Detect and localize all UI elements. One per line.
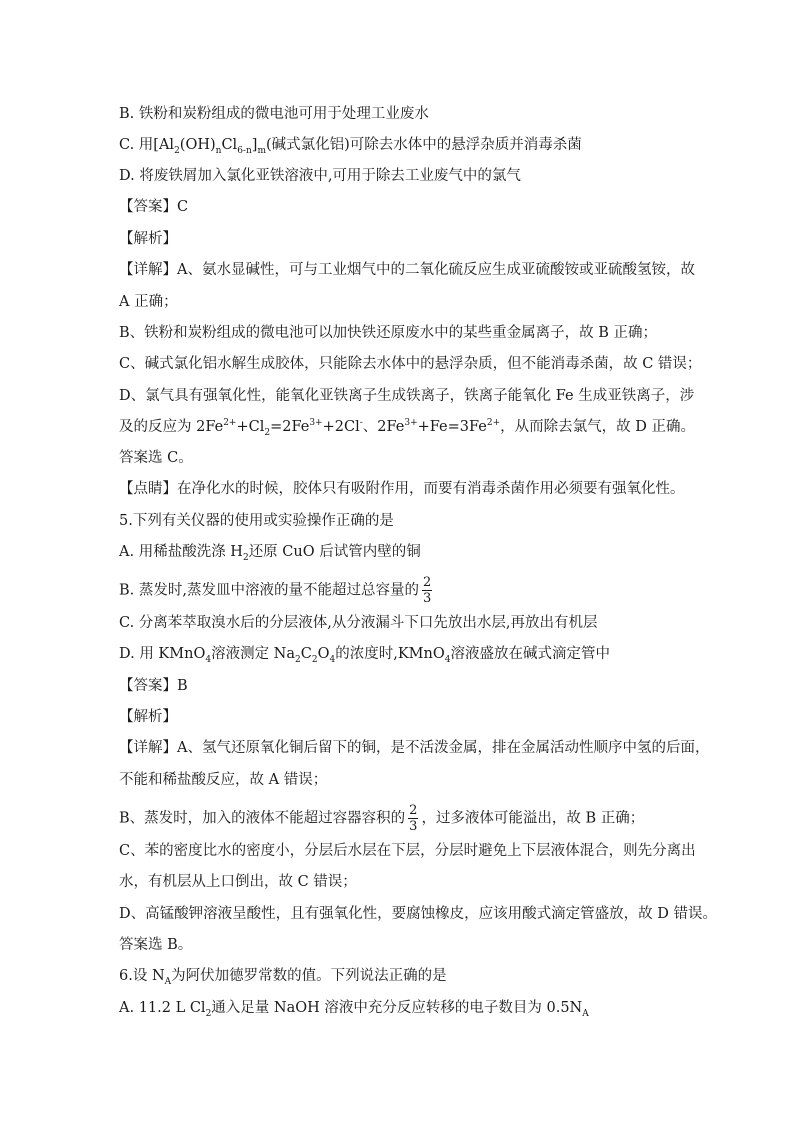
- q4-option-d: D. 将废铁屑加入氯化亚铁溶液中,可用于除去工业废气中的氯气: [119, 168, 521, 184]
- subscript: 4: [444, 654, 451, 665]
- q5-detail-line-2: 不能和稀盐酸反应，故 A 错误；: [119, 772, 328, 788]
- q5-option-c: C. 分离苯萃取溴水后的分层液体,从分液漏斗下口先放出水层,再放出有机层: [119, 615, 598, 631]
- subscript: 2: [174, 145, 180, 156]
- q5-option-a: [119, 542, 421, 562]
- text-run: ，从而除去氯气，故 D 正确。: [500, 419, 695, 435]
- q4-option-c: [119, 135, 582, 155]
- text-run: +Fe=3Fe: [417, 419, 487, 435]
- q6-stem: [119, 966, 447, 986]
- text-run: C: [300, 646, 312, 662]
- superscript: 3+: [404, 418, 418, 429]
- text-run: =2Fe: [270, 419, 310, 435]
- superscript: 3+: [309, 418, 323, 429]
- text-run: 6.设 N: [119, 968, 165, 984]
- text-run: (碱式氯化铝)可除去水体中的悬浮杂质并消毒杀菌: [265, 137, 582, 153]
- text-run: +Cl: [236, 419, 265, 435]
- subscript: 4: [329, 654, 336, 665]
- q5-answer: 【答案】B: [119, 678, 188, 694]
- text-run: ，过多液体可能溢出，故 B 正确；: [421, 810, 645, 827]
- q5-detail-line-6: D、高锰酸钾溶液呈酸性，且有强氧化性，要腐蚀橡皮，应该用酸式滴定管盛放，故 D 错误。: [119, 906, 717, 922]
- fraction-numerator: 2: [422, 575, 432, 590]
- text-run: (OH): [179, 137, 216, 153]
- text-run: 溶液测定 Na: [211, 646, 296, 662]
- q4-detail-line-2: A 正确；: [119, 294, 178, 310]
- text-run: B. 蒸发时,蒸发皿中溶液的量不能超过总容量的: [119, 582, 419, 599]
- q4-detail-line-5: D、氯气具有强氧化性，能氧化亚铁离子生成铁离子，铁离子能氧化 Fe 生成亚铁离子，涉: [119, 388, 695, 404]
- text-run: +2Cl: [322, 419, 360, 435]
- text-run: C. 用[Al: [119, 137, 175, 153]
- q4-detail-line-4: C、碱式氯化铝水解生成胶体，只能除去水体中的悬浮杂质，但不能消毒杀菌，故 C 错误；: [119, 356, 702, 372]
- text-run: 还原 CuO 后试管内壁的铜: [248, 544, 421, 560]
- text-run: A. 11.2 L Cl: [119, 1000, 206, 1016]
- q4-detail-line-6: [119, 417, 695, 437]
- fraction: [408, 803, 418, 834]
- q6-option-a: [119, 998, 589, 1018]
- text-run: 的浓度时,KMnO: [335, 646, 445, 662]
- q4-analysis-heading: 【解析】: [119, 231, 177, 247]
- text-run: D. 用 KMnO: [119, 646, 206, 662]
- q4-detail-line-3: B、铁粉和炭粉组成的微电池可以加快铁还原废水中的某些重金属离子，故 B 正确；: [119, 325, 658, 341]
- subscript: n: [215, 145, 222, 156]
- text-run: 、2Fe: [362, 419, 405, 435]
- q5-detail-line-5: 水，有机层从上口倒出，故 C 错误；: [119, 874, 357, 890]
- superscript: 2+: [486, 418, 501, 429]
- fraction-denominator: 3: [422, 591, 432, 606]
- text-run: B、蒸发时，加入的液体不能超过容器容积的: [119, 810, 406, 827]
- text-run: 通入足量 NaOH 溶液中充分反应转移的电子数目为 0.5N: [211, 1000, 583, 1016]
- subscript: A: [582, 1008, 589, 1019]
- q4-tip: 【点睛】在净化水的时候，胶体只有吸附作用，而要有消毒杀菌作用必须要有强氧化性。: [119, 481, 685, 497]
- superscript: -: [359, 418, 363, 429]
- text-run: 溶液盛放在碱式滴定管中: [450, 646, 610, 662]
- subscript: 2: [311, 654, 318, 665]
- q5-option-d: [119, 644, 610, 664]
- subscript: 6-n: [237, 145, 252, 156]
- fraction-denominator: 3: [409, 819, 418, 834]
- q5-choose: 答案选 B。: [119, 937, 193, 953]
- subscript: 4: [205, 654, 212, 665]
- text-run: Cl: [221, 137, 238, 153]
- q5-detail-line-4: C、苯的密度比水的密度小，分层后水层在下层，分层时避免上下层液体混合，则先分离出: [119, 843, 696, 859]
- fraction-numerator: 2: [409, 803, 418, 818]
- text-run: ]: [251, 137, 258, 153]
- q5-stem: 5.下列有关仪器的使用或实验操作正确的是: [119, 513, 394, 529]
- q5-detail-line-3: [119, 803, 644, 834]
- subscript: m: [257, 145, 266, 156]
- text-run: O: [317, 646, 330, 662]
- subscript: 2: [205, 1008, 212, 1019]
- subscript: 2: [295, 654, 301, 665]
- q4-option-b: B. 铁粉和炭粉组成的微电池可用于处理工业废水: [119, 106, 429, 122]
- q5-detail-line-1: 【详解】A、氢气还原氧化铜后留下的铜，是不活泼金属，排在金属活动性顺序中氢的后面，: [119, 740, 710, 756]
- text-run: A. 用稀盐酸洗涤 H: [119, 544, 243, 560]
- q4-answer: 【答案】C: [119, 199, 189, 215]
- superscript: 2+: [223, 418, 237, 429]
- q5-option-b: [119, 575, 435, 606]
- text-run: 及的反应为 2Fe: [119, 419, 224, 435]
- fraction: [422, 575, 432, 606]
- text-run: 为阿伏加德罗常数的值。下列说法正确的是: [171, 968, 447, 984]
- q4-detail-line-1: 【详解】A、氨水显碱性，可与工业烟气中的二氧化硫反应生成亚硫酸铵或亚硫酸氢铵，故: [119, 262, 695, 278]
- q5-analysis-heading: 【解析】: [119, 709, 177, 725]
- q4-choose: 答案选 C。: [119, 450, 193, 466]
- subscript: 2: [242, 552, 249, 563]
- subscript: A: [164, 976, 172, 987]
- subscript: 2: [264, 427, 271, 438]
